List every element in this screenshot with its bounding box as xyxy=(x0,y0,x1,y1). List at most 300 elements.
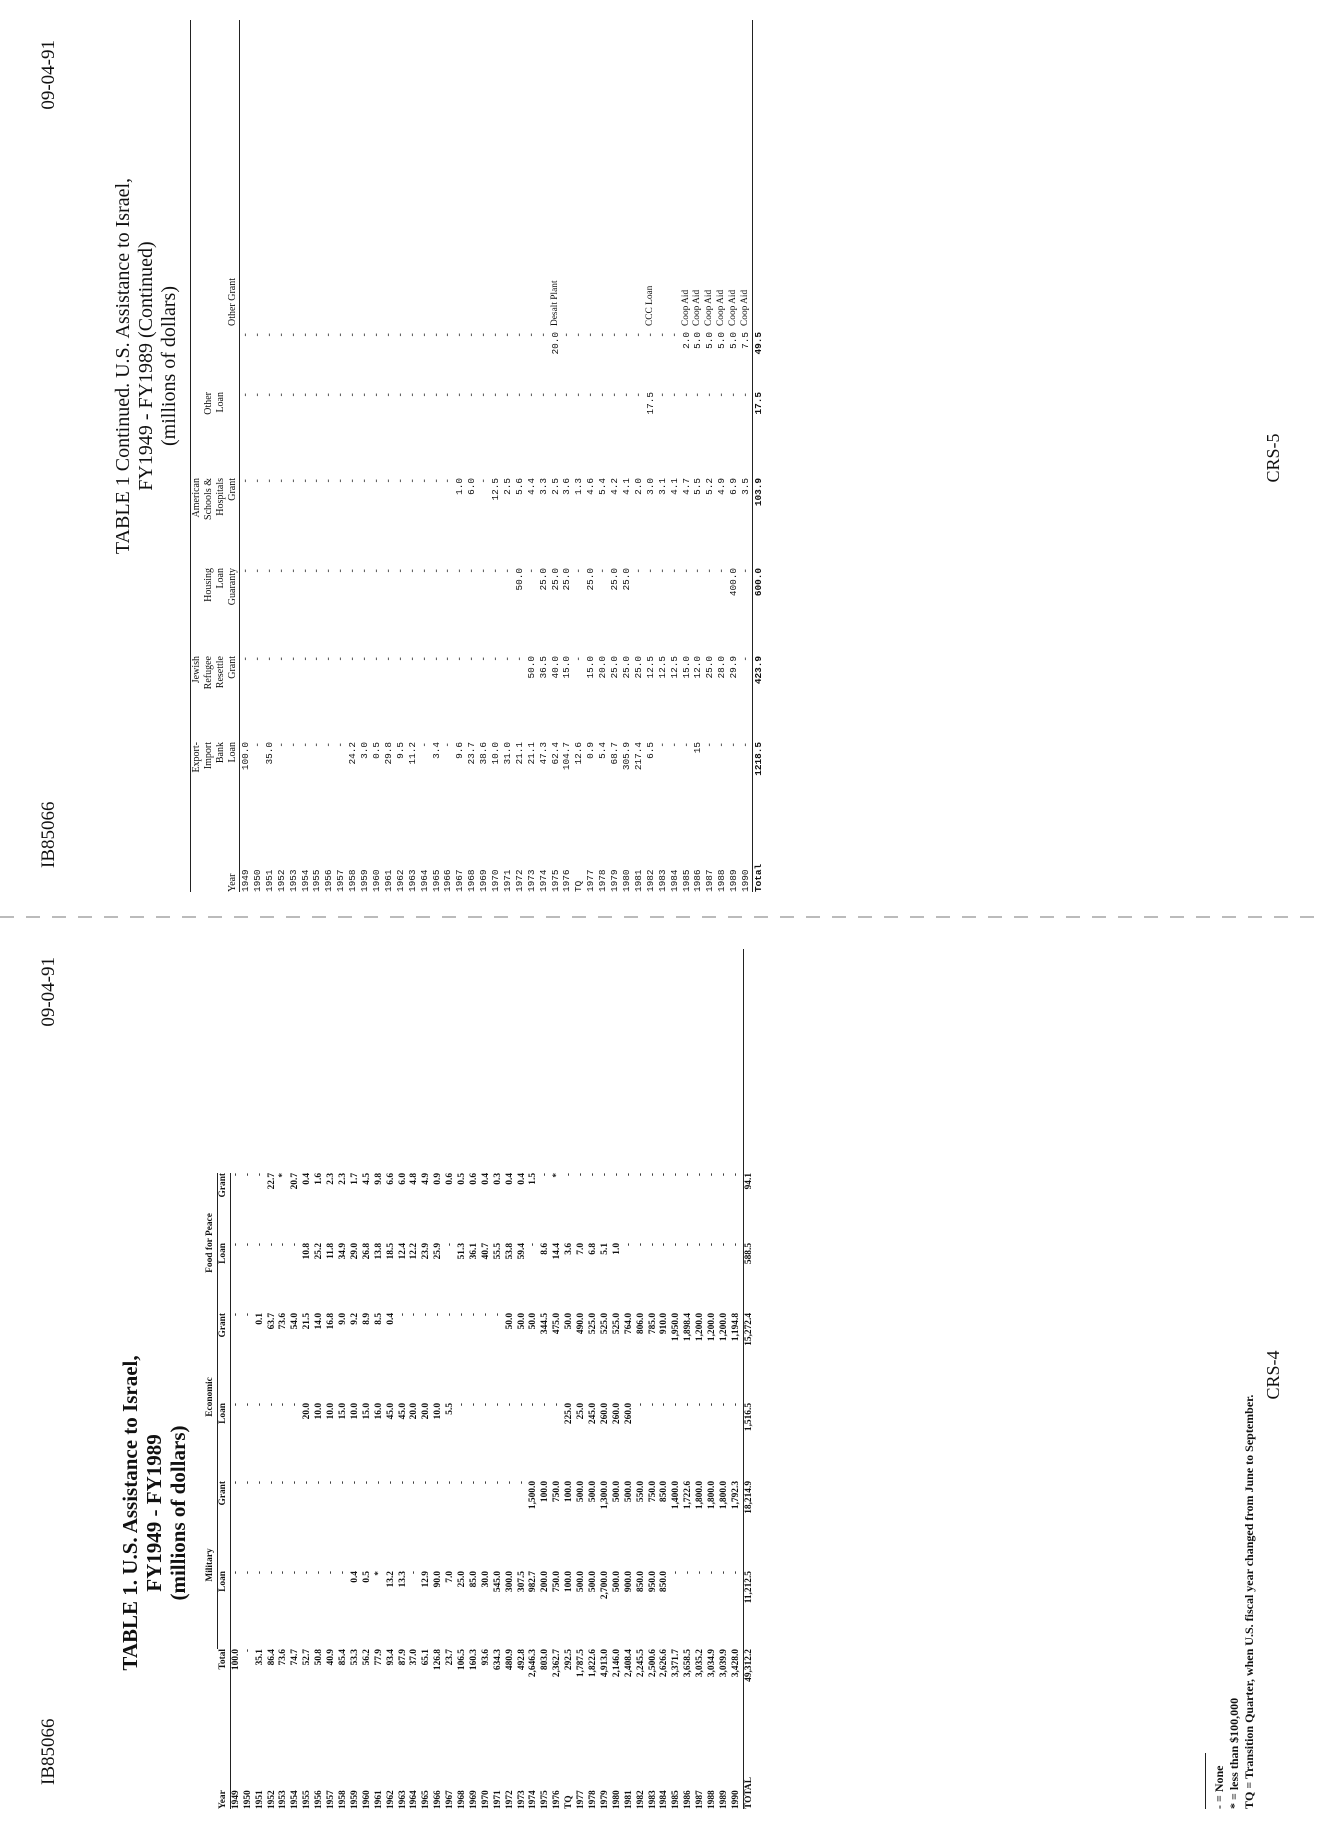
cell-military-loan: 0.5 xyxy=(361,1571,372,1583)
cell-ffp-loan: 18.5 xyxy=(385,1242,396,1260)
table-row xyxy=(276,20,288,892)
cell-total: 803.0 xyxy=(540,1649,551,1671)
table-row xyxy=(648,949,660,1809)
doc-date: 09-04-91 xyxy=(38,40,59,110)
cell-housing-guaranty: - xyxy=(263,568,275,574)
table-row xyxy=(692,20,704,892)
cell-jewish-refugee-grant: - xyxy=(251,656,263,662)
cell-other-grant: - xyxy=(370,332,382,338)
cell-ffp-loan: 53.8 xyxy=(504,1242,515,1260)
cell-economic-loan: - xyxy=(730,1402,741,1407)
cell-other-grant: - xyxy=(466,332,478,338)
cell-housing-guaranty: - xyxy=(740,568,752,574)
cell-year: 1975 xyxy=(540,1790,551,1809)
cell-other-loan: - xyxy=(692,392,704,398)
cell-military-grant: - xyxy=(326,1480,337,1485)
table-row xyxy=(419,20,431,892)
col-header-housing-line: Housing xyxy=(203,568,214,602)
cell-year: TQ xyxy=(573,880,585,892)
col-header-exim-line: Export- xyxy=(191,742,204,822)
cell-ash-grant: - xyxy=(442,478,454,484)
table-row xyxy=(466,20,478,892)
cell-ffp-loan: 26.8 xyxy=(361,1242,372,1260)
cell-other-loan: - xyxy=(597,392,609,398)
cell-ffp-loan: 55.5 xyxy=(492,1242,503,1260)
cell-other-grant: 5.0 xyxy=(704,332,716,349)
cell-ash-grant: - xyxy=(240,478,251,484)
cell-exim-loan: 38.6 xyxy=(478,742,490,765)
cell-other-grant: 5.0 xyxy=(716,332,728,349)
total-cell-other-loan: 17.5 xyxy=(752,392,764,478)
cell-other-grant-note xyxy=(276,212,288,332)
cell-jewish-refugee-grant: 40.0 xyxy=(549,656,561,679)
cell-other-grant-note xyxy=(323,212,335,332)
cell-jewish-refugee-grant: 25.0 xyxy=(632,656,644,679)
cell-economic-grant: 21.5 xyxy=(302,1312,313,1330)
cell-economic-grant: - xyxy=(421,1312,432,1317)
total-cell-economic-grant: 15,272.4 xyxy=(743,1313,755,1403)
cell-other-loan: - xyxy=(442,392,454,398)
cell-year: 1977 xyxy=(576,1790,587,1809)
cell-other-loan: - xyxy=(573,392,585,398)
table-row xyxy=(669,20,681,892)
cell-year: 1960 xyxy=(361,1790,372,1809)
cell-ffp-loan: 14.4 xyxy=(552,1242,563,1260)
cell-military-grant: 550.0 xyxy=(635,1480,646,1503)
cell-housing-guaranty: 25.0 xyxy=(585,568,597,591)
cell-military-grant: - xyxy=(409,1480,420,1485)
cell-military-grant: 500.0 xyxy=(576,1480,587,1503)
cell-economic-grant: 9.2 xyxy=(349,1312,360,1325)
cell-jewish-refugee-grant: 25.0 xyxy=(704,656,716,679)
cell-economic-loan: 10.0 xyxy=(314,1402,325,1420)
cell-housing-guaranty: - xyxy=(287,568,299,574)
cell-ash-grant: 2.5 xyxy=(501,478,513,495)
cell-ffp-grant: 0.6 xyxy=(445,1172,456,1185)
cell-exim-loan: 62.4 xyxy=(549,742,561,765)
cell-year: 1970 xyxy=(490,869,502,892)
cell-ffp-loan: - xyxy=(718,1242,729,1247)
cell-ffp-grant: 4.5 xyxy=(361,1172,372,1185)
cell-ffp-loan: 59.4 xyxy=(516,1242,527,1260)
cell-military-loan: 500.0 xyxy=(588,1571,598,1593)
cell-military-loan: 300.0 xyxy=(504,1571,515,1593)
col-header-ash-line: American xyxy=(191,478,204,568)
cell-other-grant-note xyxy=(621,212,633,332)
cell-military-loan: 500.0 xyxy=(576,1571,587,1593)
cell-other-grant-note xyxy=(573,212,585,332)
cell-other-grant-note xyxy=(252,212,264,332)
table-notes xyxy=(1205,1395,1257,1809)
cell-housing-guaranty: - xyxy=(394,568,406,574)
cell-jewish-refugee-grant: - xyxy=(573,656,585,662)
table-row xyxy=(311,20,323,892)
cell-other-grant-note xyxy=(454,212,466,332)
cell-ffp-grant: 1.5 xyxy=(528,1172,539,1185)
cell-year: 1952 xyxy=(266,1790,277,1809)
cell-total: 50.8 xyxy=(314,1649,325,1666)
cell-total: 87.9 xyxy=(397,1649,408,1666)
cell-total: 52.7 xyxy=(302,1649,313,1666)
cell-military-grant: 100.0 xyxy=(564,1480,575,1503)
cell-economic-grant: 785.0 xyxy=(647,1312,658,1335)
cell-housing-guaranty: - xyxy=(442,568,454,574)
cell-total: 4,913.0 xyxy=(599,1649,610,1678)
cell-economic-grant: 806.0 xyxy=(635,1312,646,1335)
cell-exim-loan: - xyxy=(716,742,728,748)
cell-military-loan: - xyxy=(278,1571,289,1575)
cell-other-grant-note: Coop Aid xyxy=(692,289,703,326)
table-row xyxy=(350,949,362,1809)
cell-ash-grant: - xyxy=(335,478,347,484)
col-header-other-grant: Other Grant xyxy=(227,212,240,392)
cell-economic-loan: - xyxy=(266,1402,277,1407)
cell-ffp-grant: - xyxy=(635,1172,646,1177)
cell-jewish-refugee-grant: 25.0 xyxy=(609,656,621,679)
cell-ffp-grant: 0.5 xyxy=(457,1172,468,1185)
cell-year: 1990 xyxy=(740,869,752,892)
cell-ash-grant: 3.5 xyxy=(740,478,752,495)
cell-ash-grant: - xyxy=(394,478,406,484)
cell-ffp-loan: 13.8 xyxy=(373,1242,384,1260)
cell-other-loan: - xyxy=(311,392,323,398)
cell-other-grant-note xyxy=(347,212,359,332)
table-row xyxy=(502,20,514,892)
cell-other-grant: - xyxy=(311,332,323,338)
cell-military-loan: 90.0 xyxy=(433,1571,444,1588)
cell-military-loan: 0.4 xyxy=(349,1571,360,1583)
cell-ash-grant: - xyxy=(347,478,359,484)
cell-other-loan: - xyxy=(621,392,632,398)
cell-other-grant-note xyxy=(526,212,538,332)
cell-ffp-grant: - xyxy=(599,1172,610,1177)
cell-other-grant-note xyxy=(478,212,490,332)
cell-year: 1972 xyxy=(504,1790,515,1809)
cell-military-loan: 545.0 xyxy=(492,1571,503,1593)
cell-economic-grant: 73.6 xyxy=(278,1312,289,1330)
col-header-year: Year xyxy=(227,822,240,892)
cell-other-loan: 17.5 xyxy=(644,392,656,415)
assistance-table xyxy=(205,949,756,1809)
cell-year: 1968 xyxy=(457,1790,468,1809)
cell-total: 100.0 xyxy=(230,1649,241,1671)
table-row xyxy=(288,20,300,892)
note-less-than: * = less than $100,000 xyxy=(1227,1697,1241,1809)
cell-ash-grant: - xyxy=(370,478,382,484)
cell-other-loan: - xyxy=(240,392,251,398)
cell-other-grant: - xyxy=(585,332,597,338)
cell-ash-grant: 5.2 xyxy=(704,478,716,495)
cell-year: 1986 xyxy=(683,1790,694,1809)
cell-year: 1968 xyxy=(466,869,478,892)
title-line: FY1949 - FY1989 (Continued) xyxy=(135,241,157,491)
cell-exim-loan: 9.6 xyxy=(454,742,466,759)
cell-other-loan: - xyxy=(656,392,668,398)
col-header-housing-line: Guaranty xyxy=(227,568,240,656)
cell-jewish-refugee-grant: - xyxy=(406,656,418,662)
total-cell-housing-guaranty: 600.0 xyxy=(752,568,764,656)
table-row xyxy=(600,949,612,1809)
cell-exim-loan: - xyxy=(251,742,263,748)
cell-economic-grant: 475.0 xyxy=(552,1312,563,1335)
total-cell-economic-loan: 1,516.5 xyxy=(743,1403,755,1481)
cell-ffp-loan: 29.0 xyxy=(349,1242,360,1260)
cell-military-loan: 25.0 xyxy=(457,1571,468,1588)
cell-exim-loan: 3.0 xyxy=(359,742,371,759)
cell-economic-loan: 260.0 xyxy=(599,1402,610,1425)
cell-year: 1981 xyxy=(632,869,644,892)
cell-military-loan: - xyxy=(290,1571,301,1575)
cell-other-grant: - xyxy=(644,332,656,338)
col-header-jewish-line: Resettle xyxy=(215,656,226,689)
cell-other-grant: - xyxy=(430,332,442,338)
cell-year: 1963 xyxy=(397,1790,408,1809)
cell-economic-loan: - xyxy=(635,1402,646,1407)
cell-exim-loan: 3.4 xyxy=(430,742,442,759)
cell-other-grant-note: CCC Loan xyxy=(644,285,655,326)
cell-military-loan: 900.0 xyxy=(623,1571,634,1593)
assistance-table-continued xyxy=(190,20,765,892)
cell-economic-grant: - xyxy=(445,1312,456,1317)
cell-other-grant-note xyxy=(383,212,395,332)
cell-economic-loan: 260.0 xyxy=(623,1402,634,1425)
cell-military-loan: 950.0 xyxy=(647,1571,658,1593)
cell-year: 1984 xyxy=(668,869,680,892)
cell-jewish-refugee-grant: 15.0 xyxy=(561,656,573,679)
table-row xyxy=(681,20,693,892)
cell-ffp-grant: - xyxy=(647,1172,658,1177)
cell-other-grant-note xyxy=(597,212,609,332)
cell-economic-grant: 50.0 xyxy=(528,1312,539,1330)
cell-year: 1979 xyxy=(599,1790,610,1809)
col-header-economic-loan: Loan xyxy=(217,1403,230,1481)
table-row xyxy=(383,20,395,892)
cell-ffp-loan: - xyxy=(671,1242,682,1247)
cell-economic-grant: - xyxy=(409,1312,420,1317)
cell-year: 1950 xyxy=(251,869,263,892)
cell-year: 1953 xyxy=(278,1790,289,1809)
cell-year: 1967 xyxy=(445,1790,456,1809)
cell-other-grant-note xyxy=(407,212,419,332)
cell-ffp-loan: 25.2 xyxy=(314,1242,325,1260)
cell-other-grant-note xyxy=(657,212,669,332)
cell-jewish-refugee-grant: - xyxy=(311,656,323,662)
cell-other-grant-note xyxy=(240,212,252,332)
cell-economic-loan: 45.0 xyxy=(385,1402,396,1420)
cell-military-grant: - xyxy=(504,1480,515,1485)
cell-military-loan: - xyxy=(230,1571,241,1575)
cell-other-grant: - xyxy=(454,332,466,338)
cell-jewish-refugee-grant: - xyxy=(394,656,406,662)
cell-economic-loan: - xyxy=(516,1402,527,1407)
cell-military-grant: - xyxy=(373,1480,384,1485)
cell-exim-loan: 29.8 xyxy=(382,742,394,765)
cell-other-grant: - xyxy=(287,332,299,338)
col-header-exim-line: Loan xyxy=(227,742,240,822)
cell-ffp-loan: - xyxy=(659,1242,670,1247)
cell-other-loan: - xyxy=(299,392,311,398)
cell-jewish-refugee-grant: - xyxy=(418,656,430,662)
cell-other-grant: 5.0 xyxy=(728,332,740,349)
cell-exim-loan: - xyxy=(335,742,347,748)
cell-economic-loan: - xyxy=(504,1402,515,1407)
cell-jewish-refugee-grant: - xyxy=(442,656,454,662)
cell-year: 1957 xyxy=(335,869,347,892)
cell-year: 1962 xyxy=(385,1790,396,1809)
cell-ffp-grant: - xyxy=(730,1172,741,1177)
cell-economic-grant: 525.0 xyxy=(611,1312,622,1335)
table-row xyxy=(526,20,538,892)
cell-ash-grant: - xyxy=(430,478,442,484)
cell-military-grant: - xyxy=(385,1480,396,1485)
cell-ash-grant: - xyxy=(275,478,287,484)
cell-exim-loan: 100.0 xyxy=(240,742,251,771)
cell-ffp-grant: - xyxy=(659,1172,670,1177)
cell-jewish-refugee-grant: 12.5 xyxy=(668,656,680,679)
cell-other-grant-note: Coop Aid xyxy=(704,289,715,326)
cell-economic-loan: 10.0 xyxy=(433,1402,444,1420)
cell-other-grant: - xyxy=(632,332,644,338)
cell-ffp-grant: 0.4 xyxy=(504,1172,515,1185)
cell-year: 1970 xyxy=(480,1790,491,1809)
cell-housing-guaranty: - xyxy=(632,568,644,574)
cell-military-loan: - xyxy=(730,1571,741,1575)
cell-other-grant-note xyxy=(395,212,407,332)
table-row xyxy=(564,949,576,1809)
cell-ash-grant: - xyxy=(406,478,418,484)
cell-ffp-grant: 9.8 xyxy=(373,1172,384,1185)
cell-year: 1981 xyxy=(623,1790,634,1809)
cell-jewish-refugee-grant: 12.5 xyxy=(656,656,668,679)
cell-year: 1973 xyxy=(516,1790,527,1809)
cell-other-loan: - xyxy=(585,392,597,398)
cell-year: 1956 xyxy=(323,869,335,892)
cell-housing-guaranty: - xyxy=(454,568,466,574)
cell-other-grant: 20.0 xyxy=(549,332,561,355)
table-row xyxy=(255,949,267,1809)
cell-year: 1978 xyxy=(597,869,609,892)
cell-economic-loan: - xyxy=(278,1402,289,1407)
col-header-jewish-line: Grant xyxy=(227,656,240,742)
cell-ffp-loan: - xyxy=(528,1242,539,1247)
cell-military-loan: - xyxy=(718,1571,729,1575)
cell-ash-grant: 1.0 xyxy=(454,478,466,495)
cell-year: 1962 xyxy=(394,869,406,892)
cell-year: 1966 xyxy=(442,869,454,892)
cell-ffp-grant: 0.3 xyxy=(492,1172,503,1185)
col-header-ash-line: Grant xyxy=(227,478,240,568)
cell-year: 1982 xyxy=(635,1790,646,1809)
cell-total: 2,146.0 xyxy=(611,1649,622,1678)
economic-group-header: Economic xyxy=(205,1313,217,1481)
cell-economic-grant: 0.4 xyxy=(385,1312,396,1325)
cell-economic-grant: 525.0 xyxy=(588,1312,598,1335)
cell-other-grant: - xyxy=(609,332,621,338)
table-row xyxy=(588,949,600,1809)
cell-year: 1985 xyxy=(680,869,692,892)
cell-economic-grant: 764.0 xyxy=(623,1312,634,1335)
cell-total: 2,646.3 xyxy=(528,1649,539,1678)
table-row xyxy=(457,949,469,1809)
cell-other-grant-note xyxy=(311,212,323,332)
cell-other-loan: - xyxy=(454,392,466,398)
page-number: CRS-5 xyxy=(1263,433,1283,483)
cell-military-loan: 850.0 xyxy=(659,1571,670,1593)
cell-other-loan: - xyxy=(335,392,347,398)
col-header-other-loan-line: Loan xyxy=(215,392,226,413)
cell-economic-grant: 1,200.0 xyxy=(707,1312,718,1342)
col-header-exim-line: Bank xyxy=(215,742,226,764)
cell-total: 2,626.6 xyxy=(659,1649,670,1678)
table-row xyxy=(609,20,621,892)
cell-other-loan: - xyxy=(406,392,418,398)
cell-jewish-refugee-grant: - xyxy=(370,656,382,662)
cell-total: 480.9 xyxy=(504,1649,515,1671)
cell-ffp-loan: - xyxy=(445,1242,456,1247)
cell-other-grant: - xyxy=(299,332,311,338)
cell-housing-guaranty: 400.0 xyxy=(728,568,740,597)
cell-jewish-refugee-grant: - xyxy=(359,656,371,662)
cell-ffp-grant: 20.7 xyxy=(290,1172,301,1190)
cell-other-grant-note xyxy=(609,212,621,332)
cell-economic-grant: - xyxy=(230,1312,241,1317)
cell-economic-loan: - xyxy=(683,1402,694,1407)
cell-other-grant: - xyxy=(240,332,251,338)
cell-economic-loan: - xyxy=(528,1402,539,1407)
cell-other-grant: - xyxy=(418,332,430,338)
title-line: FY1949 - FY1989 xyxy=(142,1434,167,1592)
cell-military-grant: - xyxy=(302,1480,313,1485)
cell-ffp-loan: - xyxy=(623,1242,634,1247)
table-row xyxy=(657,20,669,892)
cell-other-grant: - xyxy=(537,332,549,338)
cell-year: 1975 xyxy=(549,869,561,892)
cell-other-grant: - xyxy=(394,332,406,338)
cell-economic-grant: 50.0 xyxy=(516,1312,527,1330)
cell-exim-loan: 21.1 xyxy=(525,742,537,765)
cell-year: 1951 xyxy=(254,1790,265,1809)
cell-economic-grant: - xyxy=(480,1312,491,1317)
cell-military-loan: - xyxy=(242,1571,253,1575)
cell-total: 93.4 xyxy=(385,1649,396,1666)
table-row xyxy=(740,20,752,892)
cell-exim-loan: 21.1 xyxy=(513,742,525,765)
cell-year: 1988 xyxy=(716,869,728,892)
table-row xyxy=(454,20,466,892)
col-header-housing-line: Loan xyxy=(215,568,226,589)
cell-economic-loan: 10.0 xyxy=(326,1402,337,1420)
cell-jewish-refugee-grant: - xyxy=(490,656,502,662)
cell-military-loan: - xyxy=(337,1571,348,1575)
cell-housing-guaranty: - xyxy=(525,568,537,574)
cell-other-grant: - xyxy=(573,332,585,338)
cell-other-loan: - xyxy=(275,392,287,398)
cell-other-grant-note xyxy=(442,212,454,332)
cell-other-loan: - xyxy=(668,392,680,398)
cell-exim-loan: - xyxy=(704,742,716,748)
cell-ffp-grant: 22.7 xyxy=(266,1172,277,1190)
cell-economic-loan: - xyxy=(480,1402,491,1407)
cell-total: 53.3 xyxy=(349,1649,360,1666)
table-row xyxy=(302,949,314,1809)
cell-other-grant: 5.0 xyxy=(692,332,704,349)
cell-total: 56.2 xyxy=(361,1649,372,1666)
cell-economic-grant: 54.0 xyxy=(290,1312,301,1330)
cell-total: 3,034.9 xyxy=(707,1649,718,1678)
cell-ash-grant: 4.6 xyxy=(585,478,597,495)
cell-ffp-grant: * xyxy=(278,1172,289,1178)
col-header-year: Year xyxy=(217,1739,230,1809)
